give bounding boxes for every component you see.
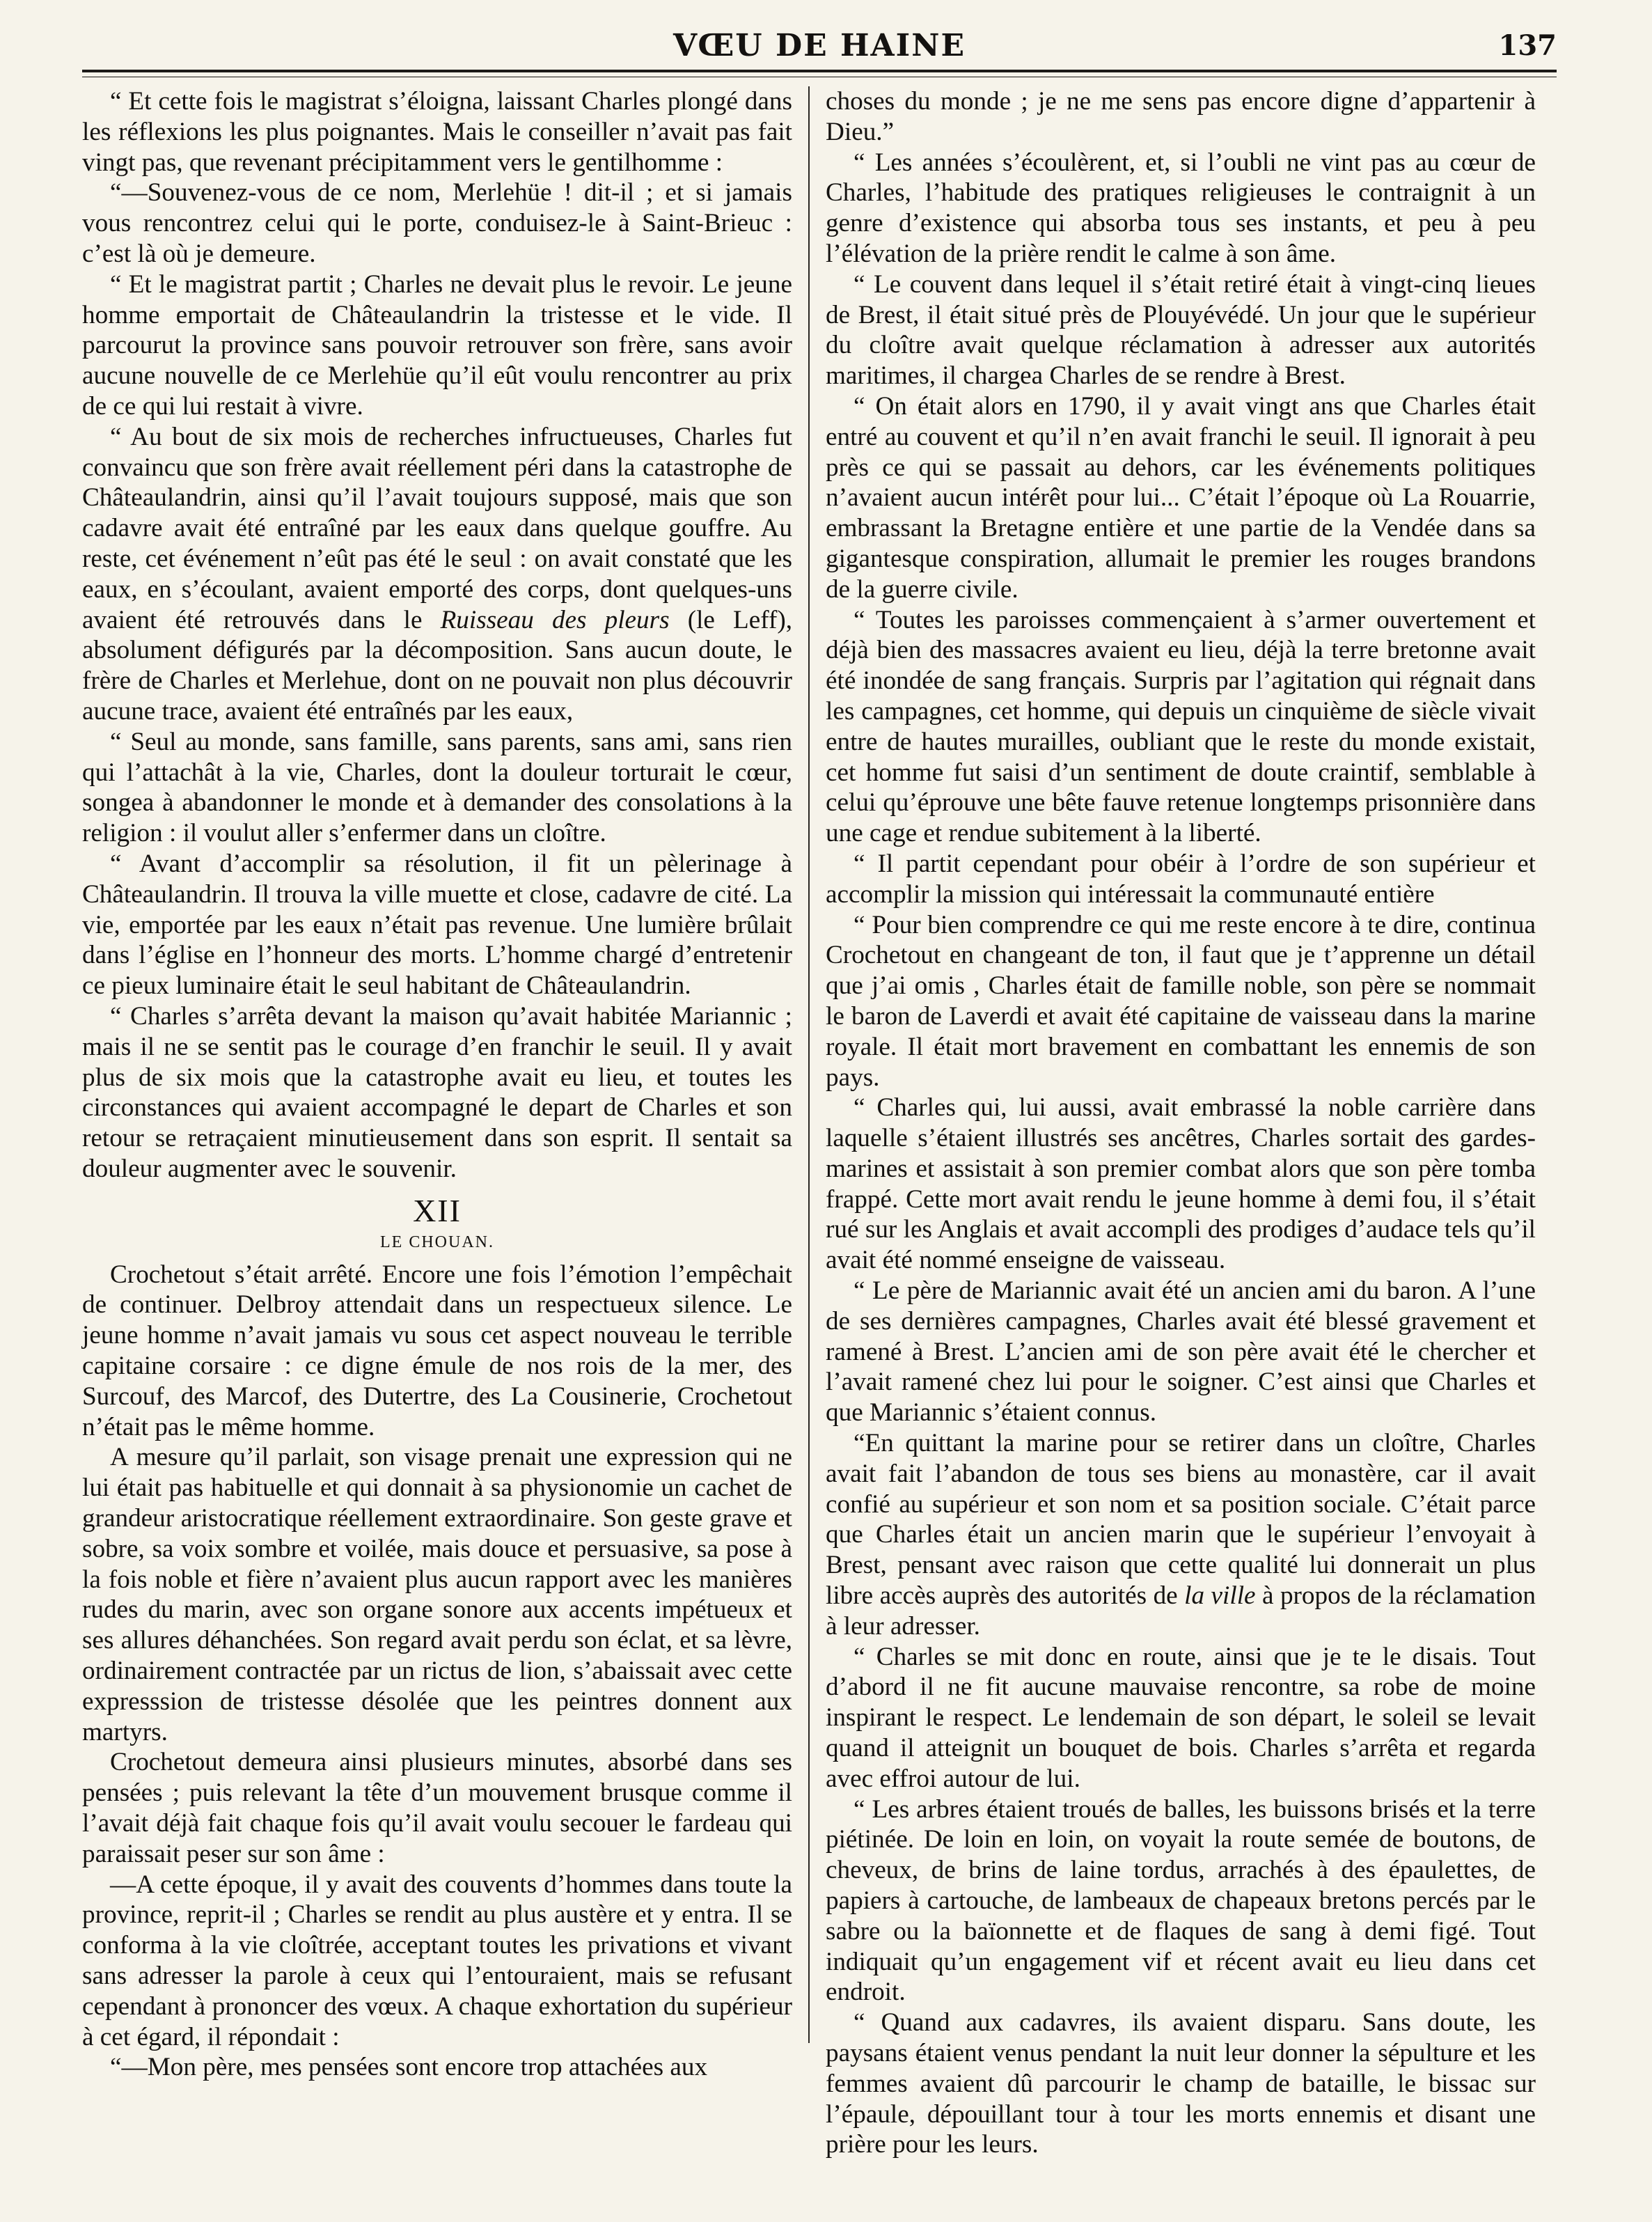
paragraph: “ Avant d’accomplir sa résolution, il fit un pèlerinage à Châteaulandrin. Il trouva la ville muette et close, cadavre de cité. La vie, emportée par les eaux n’était pas revenue. Une lumière brûlait dans l’église en l’honneur des morts. L’homme chargé d’entretenir ce pieux luminaire était le seul habitant de Châteaulandrin. (82, 849, 792, 1001)
paragraph: “ Les années s’écoulèrent, et, si l’oubli ne vint pas au cœur de Charles, l’habitude des pratiques religieuses le contraignit à un genre d’existence qui absorba tous ses instants, et peu à peu l’élévation de la prière rendit le calme à son âme. (826, 148, 1536, 268)
paragraph: “ Les arbres étaient troués de balles, les buissons brisés et la terre piétinée. De loin en loin, on voyait la route semée de boutons, de cheveux, de brins de laine tordus, arrachés à des épaulettes, de papiers à cartouche, de lambeaux de chapeaux bretons percés par le sabre ou la baïonnette et de flaques de sang à demi figé. Tout indiquait qu’un engagement vif et récent avait eu lieu dans cet endroit. (826, 1794, 1536, 2007)
text-columns (82, 86, 1557, 2175)
paragraph: “—Souvenez-vous de ce nom, Merlehüe ! dit-il ; et si jamais vous rencontrez celui qui le porte, conduisez-le à Saint-Brieuc : c’est là où je demeure. (82, 178, 792, 268)
chapter-title: LE CHOUAN. (380, 1233, 494, 1251)
paragraph-text: “ Au bout de six mois de recherches infructueuses, Charles fut convaincu que son frère avait réellement péri dans la catastrophe de Châteaulandrin, ainsi qu’il l’avait toujours supposé, mais que son cadavre avait été entraîné par les eaux dans quelque gouffre. Au reste, cet événement n’eût pas été le seul : on avait constaté que les eaux, en s’écoulant, avaient emporté des corps, dont quelques-uns avaient été retrouvés dans le (82, 422, 792, 634)
paragraph: —A cette époque, il y avait des couvents d’hommes dans toute la province, reprit-il ; Charles se rendit au plus austère et y entra. Il se conforma à la vie cloîtrée, acceptant toutes les privations et vivant sans adresser la parole à ceux qui l’entouraient, mais se refusant cependant à prononcer des vœux. A chaque exhortation du supérieur à cet égard, il répondait : (82, 1870, 792, 2051)
paragraph: Crochetout demeura ainsi plusieurs minutes, absorbé dans ses pensées ; puis relevant la tête d’un mouvement brusque comme il l’avait déjà fait chaque fois qu’il avait voulu secouer le fardeau qui paraissait peser sur son âme : (82, 1748, 792, 1868)
paragraph (82, 422, 792, 727)
paragraph: “ Seul au monde, sans famille, sans parents, sans ami, sans rien qui l’attachât à la vie, Charles, dont la douleur torturait le cœur, songea à abandonner le monde et à demander des consolations à la religion : il voulut aller s’enfermer dans un cloître. (82, 727, 792, 848)
page (82, 25, 1557, 2184)
page-number: 137 (1498, 29, 1557, 62)
left-column (82, 86, 792, 2083)
paragraph: choses du monde ; je ne me sens pas encore digne d’appartenir à Dieu.” (826, 87, 1536, 146)
paragraph-text: (le Leff), absolument défigurés par la décomposition. Sans aucun doute, le frère de Charles et Merlehue, dont on ne pouvait non plus découvrir aucune trace, avaient été entraînés par les eaux, (82, 605, 793, 726)
paragraph: Crochetout s’était arrêté. Encore une fois l’émotion l’empêchait de continuer. Delbroy attendait dans un respectueux silence. Le jeune homme n’avait jamais vu sous cet aspect nouveau le terrible capitaine corsaire : ce digne émule de nos rois de la mer, des Surcouf, des Marcof, des Dutertre, des La Cousinerie, Crochetout n’était pas le même homme. (82, 1260, 792, 1441)
paragraph: “ Charles se mit donc en route, ainsi que je te le disais. Tout d’abord il ne fit aucune mauvaise rencontre, sa robe de moine inspirant le respect. Le lendemain de son départ, le soleil se levait quand il atteignit un bouquet de bois. Charles s’arrêta et regarda avec effroi autour de lui. (826, 1642, 1536, 1793)
paragraph (826, 1428, 1536, 1642)
italic-phrase: la ville (1184, 1581, 1256, 1611)
paragraph: “ Le père de Mariannic avait été un ancien ami du baron. A l’une de ses dernières campagnes, Charles avait été blessé gravement et ramené à Brest. L’ancien ami de son père avait été le chercher et l’avait ramené chez lui pour le soigner. C’est ainsi que Charles et que Mariannic s’étaient connus. (826, 1276, 1536, 1427)
italic-place-name: Ruisseau des pleurs (440, 605, 670, 634)
header-rule (82, 70, 1557, 77)
chapter-number: XII (413, 1192, 462, 1228)
paragraph: “ Quand aux cadavres, ils avaient disparu. Sans doute, les paysans étaient venus pendant la nuit leur donner la sépulture et les femmes avaient dû parcourir le champ de bataille, le bissac sur l’épaule, dépouillant tour à tour les morts ennemis et disant une prière pour les leurs. (826, 2008, 1536, 2159)
paragraph-text: à propos de la réclamation à leur adresser. (826, 1581, 1536, 1641)
paragraph: “ Toutes les paroisses commençaient à s’armer ouvertement et déjà bien des massacres avaient eu lieu, déjà la terre bretonne avait été inondée de sang français. Surpris par l’agitation qui régnait dans les campagnes, cet homme, qui depuis un cinquième de siècle vivait entre de hautes murailles, oubliant que le reste du monde existait, cet homme fut saisi d’un sentiment de doute craintif, semblable à celui qu’éprouve une bête fauve retenue longtemps prisonnière dans une cage et rendue subitement à la liberté. (826, 605, 1536, 848)
paragraph: “ Il partit cependant pour obéir à l’ordre de son supérieur et accomplir la mission qui intéressait la communauté entière (826, 849, 1536, 909)
paragraph: “ Le couvent dans lequel il s’était retiré était à vingt-cinq lieues de Brest, il était situé près de Plouyévédé. Un jour que le supérieur du cloître avait quelque réclamation à adresser aux autorités maritimes, il chargea Charles de se rendre à Brest. (826, 269, 1536, 391)
paragraph: “ Charles qui, lui aussi, avait embrassé la noble carrière dans laquelle s’étaient illustrés ses ancêtres, Charles sortait des gardes-marines et assistait à son premier combat alors que son père tomba frappé. Cette mort avait rendu le jeune homme à demi fou, il s’était rué sur les Anglais et avait accompli des prodiges d’audace tels qu’il avait été nommé enseigne de vaisseau. (826, 1093, 1536, 1275)
paragraph: A mesure qu’il parlait, son visage prenait une expression qui ne lui était pas habituelle et qui donnait à sa physionomie un cachet de grandeur aristocratique réellement extraordinaire. Son geste grave et sobre, sa voix sombre et voilée, mais douce et persuasive, sa pose à la fois noble et fière n’avaient plus aucun rapport avec les manières rudes du marin, avec son organe sonore aux accents impétueux et ses allures déhanchées. Son regard avait perdu son éclat, et sa lèvre, ordinairement contractée par un rictus de lion, s’abaissait avec cette expresssion de tristesse désolée que les peintres donnent aux martyrs. (82, 1443, 792, 1746)
paragraph: “ Et cette fois le magistrat s’éloigna, laissant Charles plongé dans les réflexions les plus poignantes. Mais le conseiller n’avait pas fait vingt pas, que revenant précipitamment vers le gentilhomme : (82, 87, 792, 177)
running-head (82, 25, 1557, 81)
paragraph: “ On était alors en 1790, il y avait vingt ans que Charles était entré au couvent et qu’il n’en avait franchi le seuil. Il ignorait à peu près ce qui se passait au dehors, car les événements politiques n’avaient aucun intérêt pour lui... C’était l’époque où La Rouarrie, embrassant la Bretagne entière et une partie de la Vendée dans sa gigantesque conspiration, allumait le premier les rouges brandons de la guerre civile. (826, 391, 1536, 604)
paragraph: “ Et le magistrat partit ; Charles ne devait plus le revoir. Le jeune homme emportait de Châteaulandrin la tristesse et le vide. Il parcourut la province sans pouvoir retrouver son frère, sans avoir aucune nouvelle de ce Merlehüe qu’il eût voulu rencontrer au prix de ce qui lui restait à vivre. (82, 269, 792, 421)
paragraph: “ Charles s’arrêta devant la maison qu’avait habitée Mariannic ; mais il ne se sentit pas le courage d’en franchir le seuil. Il y avait plus de six mois que la catastrophe avait eu lieu, et toutes les circonstances qui avaient accompagné le depart de Charles et son retour se retraçaient minutieusement dans son esprit. Il sentait sa douleur augmenter avec le souvenir. (82, 1001, 792, 1183)
running-title: VŒU DE HAINE (672, 28, 966, 63)
paragraph: “—Mon père, mes pensées sont encore trop attachées aux (110, 2053, 708, 2082)
column-divider (808, 86, 810, 2043)
right-column (826, 86, 1536, 2160)
paragraph: “ Pour bien comprendre ce qui me reste encore à te dire, continua Crochetout en changeant de ton, il faut que je t’apprenne un détail que j’ai omis , Charles était de famille noble, son père se nommait le baron de Laverdi et avait été capitaine de vaisseau dans la marine royale. Il était mort bravement en combattant les ennemis de son pays. (826, 910, 1536, 1092)
paragraph-text: “En quittant la marine pour se retirer dans un cloître, Charles avait fait l’abandon de tous ses biens au monastère, car il avait confié au supérieur et son nom et sa position sociale. C’était parce que Charles était un ancien marin que le supérieur l’envoyait à Brest, pensant avec raison que cette qualité lui donnerait un plus libre accès auprès des autorités de (826, 1429, 1536, 1611)
